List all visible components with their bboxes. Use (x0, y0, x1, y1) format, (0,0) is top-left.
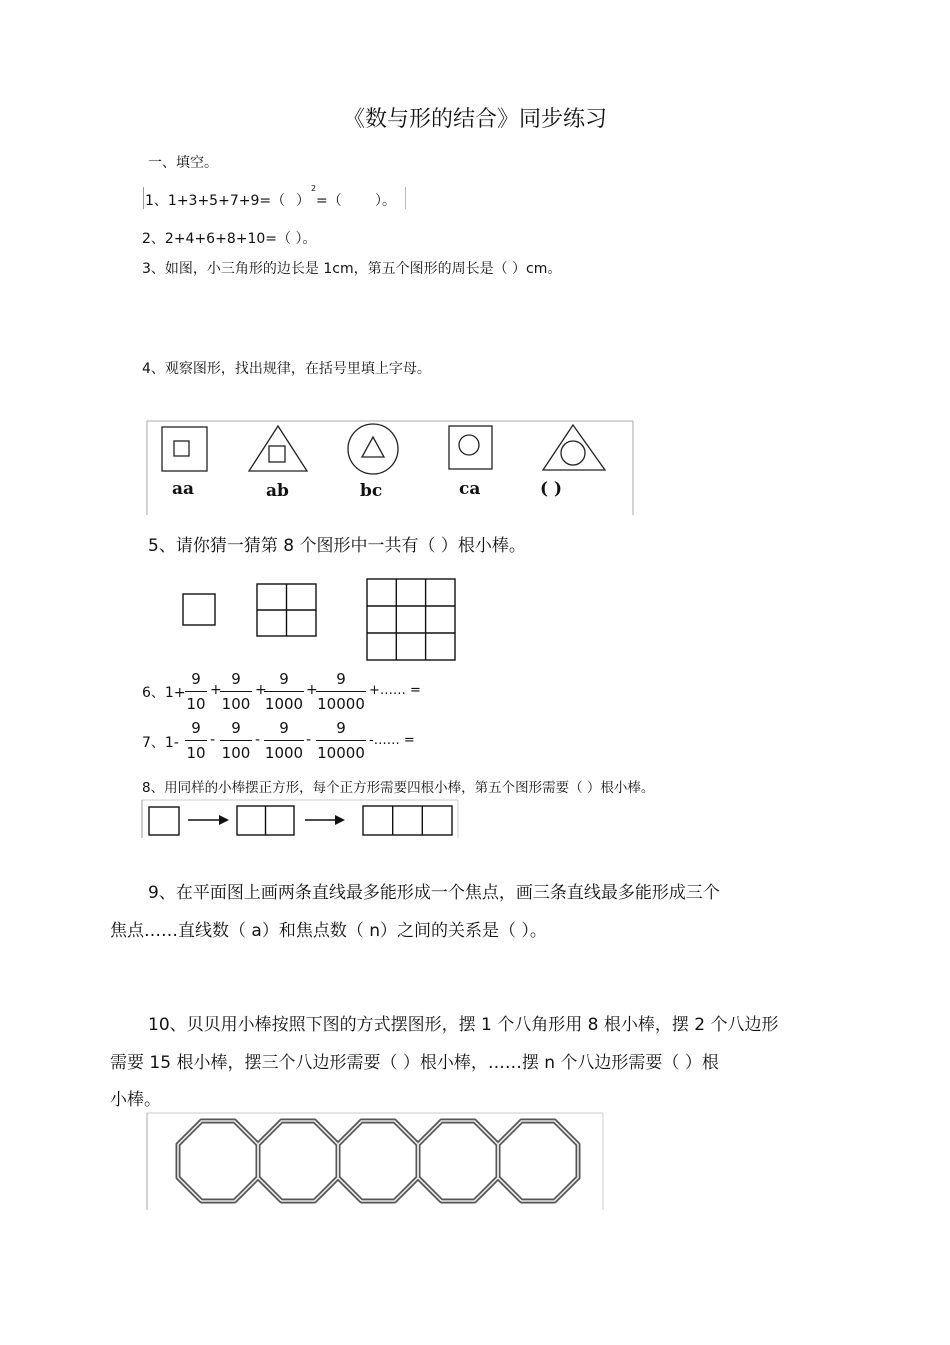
octagon-4-highlight (418, 1121, 498, 1201)
q7-fraction-4-denominator: 10000 (317, 744, 365, 762)
q6-fraction-2-numerator: 9 (231, 670, 241, 688)
q4-label-3: bc (360, 481, 383, 501)
octagon-3-highlight (338, 1121, 418, 1201)
q7-fraction-3-denominator: 1000 (264, 744, 304, 762)
question-10-line-3: 小棒。 (110, 1090, 161, 1110)
q6-suffix: +…… = (369, 683, 421, 698)
question-3: 3、如图，小三角形的边长是 1cm，第五个图形的周长是（ ）cm。 (142, 261, 562, 277)
q1-text-d: ）。 (375, 193, 396, 209)
q7-suffix: -…… = (369, 733, 415, 748)
octagon-5-highlight (498, 1121, 578, 1201)
q6-fraction-3-denominator: 1000 (264, 695, 304, 713)
octagon-1-highlight (178, 1121, 258, 1201)
question-5: 5、请你猜一猜第 8 个图形中一共有（ ）根小棒。 (148, 536, 526, 556)
q7-operator-1: - (210, 732, 216, 748)
q6-fraction-4-denominator: 10000 (317, 695, 365, 713)
q1-text-a: 1、1+3+5+7+9=（ (145, 193, 286, 209)
question-2: 2、2+4+6+8+10=（ ）。 (142, 231, 317, 247)
q7-operator-3: - (306, 732, 312, 748)
q7-fraction-2-denominator: 100 (221, 744, 251, 762)
q7-fraction-3-numerator: 9 (279, 719, 289, 737)
question-8: 8、用同样的小棒摆正方形，每个正方形需要四根小棒，第五个图形需要（ ）根小棒。 (142, 780, 655, 796)
q6-fraction-2-denominator: 100 (221, 695, 251, 713)
question-10-line-2: 需要 15 根小棒，摆三个八边形需要（ ）根小棒，……摆 n 个八边形需要（ ）根 (110, 1053, 719, 1073)
question-10-line-1: 10、贝贝用小棒按照下图的方式摆图形，摆 1 个八角形用 8 根小棒，摆 2 个八边形 (148, 1015, 779, 1035)
q6-fraction-1-denominator: 10 (186, 695, 206, 713)
q4-label-5: ( ) (540, 479, 563, 499)
question-4: 4、观察图形，找出规律，在括号里填上字母。 (142, 361, 431, 377)
q1-text-c: =（ (316, 193, 342, 209)
section-heading-fill-blank: 一、填空。 (148, 155, 218, 171)
page-title: 《数与形的结合》同步练习 (342, 107, 607, 132)
q4-label-2: ab (266, 481, 289, 501)
q6-operator-2: + (255, 682, 267, 698)
q7-fraction-2-numerator: 9 (231, 719, 241, 737)
q7-fraction-1-numerator: 9 (191, 719, 201, 737)
q6-fraction-1-numerator: 9 (191, 670, 201, 688)
q7-fraction-1-denominator: 10 (186, 744, 206, 762)
question-9-line-2: 焦点……直线数（ a）和焦点数（ n）之间的关系是（ ）。 (110, 921, 547, 941)
q6-fraction-3-numerator: 9 (279, 670, 289, 688)
q4-label-4: ca (459, 479, 481, 499)
question-9-line-1: 9、在平面图上画两条直线最多能形成一个焦点，画三条直线最多能形成三个 (148, 883, 720, 903)
q1-exponent: 2 (311, 184, 317, 193)
q6-operator-1: + (210, 682, 222, 698)
q1-text-b: ） (296, 193, 310, 209)
q4-label-1: aa (172, 479, 195, 499)
q7-fraction-4-numerator: 9 (336, 719, 346, 737)
q6-fraction-4-numerator: 9 (336, 670, 346, 688)
octagon-2-highlight (258, 1121, 338, 1201)
q7-prefix: 7、1- (142, 735, 179, 751)
q6-operator-3: + (306, 682, 318, 698)
q6-prefix: 6、1+ (142, 685, 186, 701)
q7-operator-2: - (255, 732, 261, 748)
